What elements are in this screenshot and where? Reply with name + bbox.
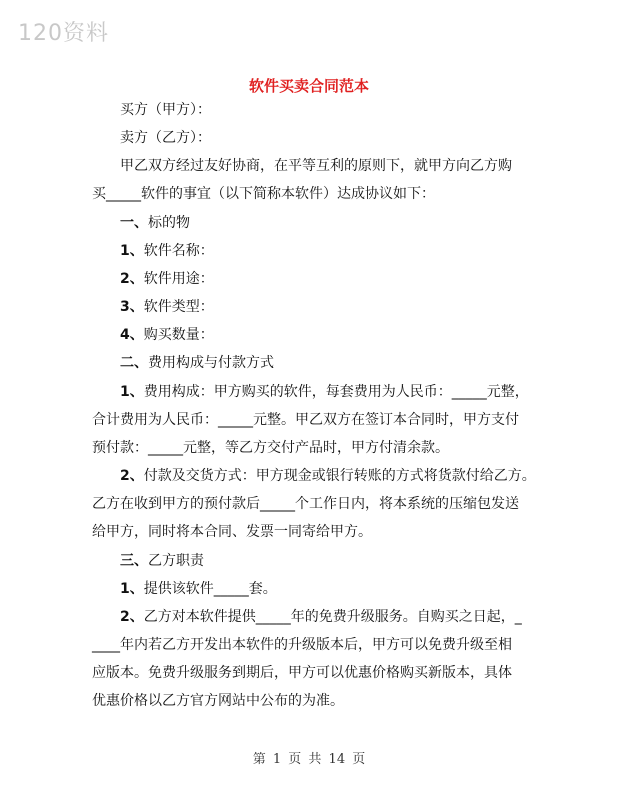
clause-3-2-line-3: 应版本。免费升级服务到期后，甲方可以优惠价格购买新版本，具体 [92,665,512,681]
item-software-type: 3、软件类型： [120,299,214,315]
blank-field: ____ [92,637,120,653]
document-title: 软件买卖合同范本 [248,77,369,95]
clause-3-2-line-2: ____年内若乙方开发出本软件的升级版本后，甲方可以免费升级至相 [92,637,512,653]
item-software-use: 2、软件用途： [120,271,214,287]
clause-3-2-line-4: 优惠价格以乙方官方网站中公布的为准。 [92,693,344,709]
clause-3-1: 1、提供该软件_____套。 [120,581,277,597]
blank-field: _____ [451,384,487,400]
clause-2-2-line-1: 2、付款及交货方式：甲方现金或银行转账的方式将货款付给乙方。 [120,468,536,484]
section-2-heading: 二、费用构成与付款方式 [120,355,274,371]
item-purchase-qty: 4、购买数量： [120,327,214,343]
clause-2-1-line-2: 合计费用为人民币：_____元整。甲乙双方在签订本合同时，甲方支付 [92,412,519,428]
blank-field: _____ [106,186,141,202]
clause-2-2-line-2: 乙方在收到甲方的预付款后_____个工作日内，将本系统的压缩包发送 [92,496,519,512]
blank-field: _____ [148,440,183,456]
intro-line-1: 甲乙双方经过友好协商，在平等互利的原则下，就甲方向乙方购 [120,158,512,174]
blank-field: _____ [213,581,249,597]
intro-line-2: 买_____软件的事宜（以下简称本软件）达成协议如下： [92,186,435,202]
section-3-heading: 三、乙方职责 [120,553,204,569]
section-1-heading: 一、标的物 [120,215,190,231]
blank-field: _ [514,609,522,625]
blank-field: _____ [255,609,291,625]
clause-2-2-line-3: 给甲方，同时将本合同、发票一同寄给甲方。 [92,524,372,540]
seller-line: 卖方（乙方）： [120,130,211,146]
blank-field: _____ [260,496,295,512]
page-footer: 第 1 页 共 14 页 [252,752,366,767]
blank-field: _____ [218,412,253,428]
clause-2-1-line-3: 预付款：_____元整，等乙方交付产品时，甲方付清余款。 [92,440,449,456]
watermark: 120资料 [18,21,109,46]
item-software-name: 1、软件名称： [120,243,214,259]
clause-2-1-line-1: 1、费用构成：甲方购买的软件，每套费用为人民币：_____元整， [120,384,529,400]
clause-3-2-line-1: 2、乙方对本软件提供_____年的免费升级服务。自购买之日起，_ [120,609,522,625]
buyer-line: 买方（甲方）： [120,102,211,118]
